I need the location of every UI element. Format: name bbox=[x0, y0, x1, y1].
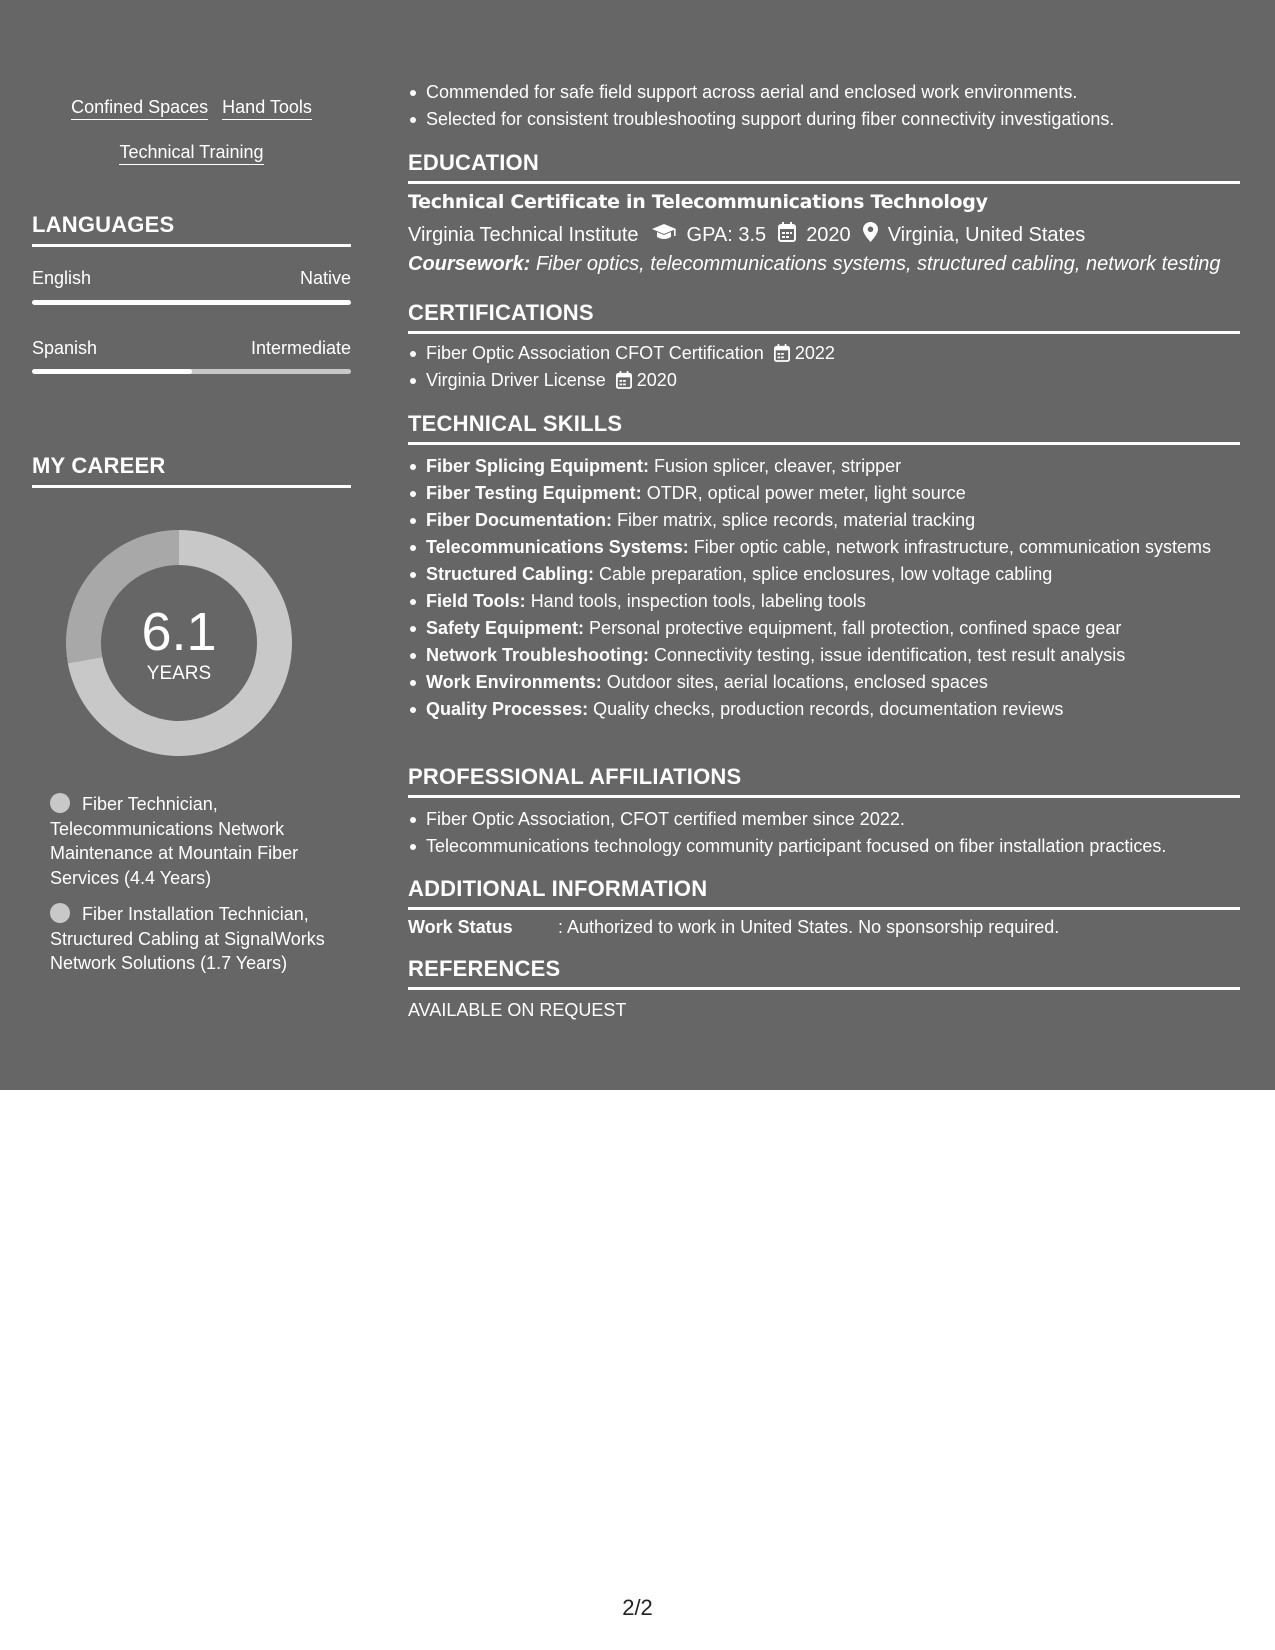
affiliations-heading: PROFESSIONAL AFFILIATIONS bbox=[408, 764, 1240, 798]
language-row bbox=[32, 268, 351, 289]
certifications-list bbox=[408, 341, 1240, 395]
certification-item bbox=[408, 341, 1240, 365]
affiliation-item: Fiber Optic Association, CFOT certified member since 2022. bbox=[408, 807, 1240, 831]
certification-name: Fiber Optic Association CFOT Certification bbox=[426, 343, 764, 363]
technical-skills-heading: TECHNICAL SKILLS bbox=[408, 411, 1240, 445]
skill-tags bbox=[32, 86, 351, 176]
career-role-dot bbox=[50, 793, 70, 813]
calendar-icon bbox=[616, 371, 632, 389]
skill-value: Fiber optic cable, network infrastructure, communication systems bbox=[693, 537, 1211, 557]
skill-tag: Confined Spaces bbox=[71, 96, 208, 120]
career-total-unit: YEARS bbox=[146, 663, 212, 684]
affiliation-item: Telecommunications technology community participant focused on fiber installation practices. bbox=[408, 834, 1240, 858]
skill-item bbox=[408, 697, 1240, 721]
references-text: AVAILABLE ON REQUEST bbox=[408, 1000, 627, 1020]
work-status-label: Work Status bbox=[408, 917, 513, 937]
skill-label: Quality Processes: bbox=[426, 699, 589, 719]
career-role-dot bbox=[50, 903, 70, 923]
additional-info-heading: ADDITIONAL INFORMATION bbox=[408, 876, 1240, 910]
skill-item bbox=[408, 589, 1240, 613]
education-location: Virginia, United States bbox=[887, 223, 1086, 246]
skill-item bbox=[408, 616, 1240, 640]
education-year: 2020 bbox=[806, 223, 851, 246]
skill-value: Fiber matrix, splice records, material tracking bbox=[617, 510, 976, 530]
certification-name: Virginia Driver License bbox=[426, 370, 606, 390]
career-heading: MY CAREER bbox=[32, 453, 351, 488]
certifications-heading: CERTIFICATIONS bbox=[408, 300, 1240, 334]
education-heading: EDUCATION bbox=[408, 150, 1240, 184]
language-bar bbox=[32, 369, 351, 374]
skill-item bbox=[408, 454, 1240, 478]
calendar-icon bbox=[778, 222, 796, 248]
skill-value: Fusion splicer, cleaver, stripper bbox=[654, 456, 902, 476]
achievements-list bbox=[408, 80, 1240, 134]
skill-value: Cable preparation, splice enclosures, low voltage cabling bbox=[599, 564, 1053, 584]
career-role-text: Fiber Installation Technician, Structured Cabling at SignalWorks Network Solutions (1.7 Years) bbox=[50, 904, 325, 973]
career-role bbox=[50, 902, 340, 976]
languages-heading: LANGUAGES bbox=[32, 212, 351, 247]
education-gpa: GPA: 3.5 bbox=[686, 223, 767, 246]
career-role-text: Fiber Technician, Telecommunications Network Maintenance at Mountain Fiber Services (4.4 Years) bbox=[50, 794, 299, 888]
skill-label: Fiber Splicing Equipment: bbox=[426, 456, 650, 476]
language-name: Spanish bbox=[32, 338, 98, 358]
language-bar-fill bbox=[32, 369, 192, 374]
education-school: Virginia Technical Institute bbox=[408, 223, 639, 246]
skill-item bbox=[408, 481, 1240, 505]
skill-tag: Technical Training bbox=[119, 141, 263, 165]
skill-label: Fiber Documentation: bbox=[426, 510, 613, 530]
career-total-years: 6.1 bbox=[141, 602, 217, 662]
graduation-cap-icon bbox=[651, 223, 677, 247]
certification-year: 2022 bbox=[794, 343, 835, 363]
skill-label: Fiber Testing Equipment: bbox=[426, 483, 642, 503]
skill-label: Work Environments: bbox=[426, 672, 602, 692]
technical-skills-list bbox=[408, 454, 1240, 724]
language-bar-fill bbox=[32, 300, 351, 305]
certification-year: 2020 bbox=[636, 370, 677, 390]
skill-value: OTDR, optical power meter, light source bbox=[646, 483, 966, 503]
certification-item bbox=[408, 368, 1240, 392]
language-row bbox=[32, 338, 351, 359]
skill-label: Safety Equipment: bbox=[426, 618, 585, 638]
references-heading: REFERENCES bbox=[408, 956, 1240, 990]
achievement-item: Selected for consistent troubleshooting support during fiber connectivity investigations. bbox=[408, 107, 1240, 131]
skill-label: Telecommunications Systems: bbox=[426, 537, 689, 557]
career-role bbox=[50, 792, 340, 890]
skill-item bbox=[408, 535, 1240, 559]
education-coursework bbox=[408, 253, 1240, 276]
skill-tag: Hand Tools bbox=[222, 96, 312, 120]
skill-item bbox=[408, 643, 1240, 667]
language-bar bbox=[32, 300, 351, 305]
skill-label: Field Tools: bbox=[426, 591, 526, 611]
language-level: Intermediate bbox=[250, 338, 351, 358]
skill-item bbox=[408, 508, 1240, 532]
skill-label: Network Troubleshooting: bbox=[426, 645, 649, 665]
skill-item bbox=[408, 562, 1240, 586]
coursework-text: Fiber optics, telecommunications systems, structured cabling, network testing bbox=[535, 253, 1221, 275]
language-level: Native bbox=[299, 268, 351, 288]
career-total bbox=[66, 530, 292, 756]
location-pin-icon bbox=[863, 222, 878, 248]
skill-item bbox=[408, 670, 1240, 694]
skill-label: Structured Cabling: bbox=[426, 564, 595, 584]
work-status-row bbox=[408, 917, 1240, 938]
work-status-value: : Authorized to work in United States. No sponsorship required. bbox=[558, 917, 1060, 937]
education-degree: Technical Certificate in Telecommunications Technology bbox=[408, 191, 988, 213]
skill-value: Personal protective equipment, fall protection, confined space gear bbox=[589, 618, 1122, 638]
skill-value: Outdoor sites, aerial locations, enclosed spaces bbox=[606, 672, 988, 692]
skill-value: Connectivity testing, issue identification, test result analysis bbox=[654, 645, 1126, 665]
affiliations-list bbox=[408, 807, 1240, 861]
language-name: English bbox=[32, 268, 92, 288]
skill-value: Quality checks, production records, documentation reviews bbox=[593, 699, 1064, 719]
page-number: 2/2 bbox=[622, 1595, 653, 1620]
achievement-item: Commended for safe field support across aerial and enclosed work environments. bbox=[408, 80, 1240, 104]
coursework-label: Coursework: bbox=[408, 253, 531, 275]
education-meta bbox=[408, 222, 1240, 248]
skill-value: Hand tools, inspection tools, labeling tools bbox=[530, 591, 866, 611]
calendar-icon bbox=[774, 344, 790, 362]
